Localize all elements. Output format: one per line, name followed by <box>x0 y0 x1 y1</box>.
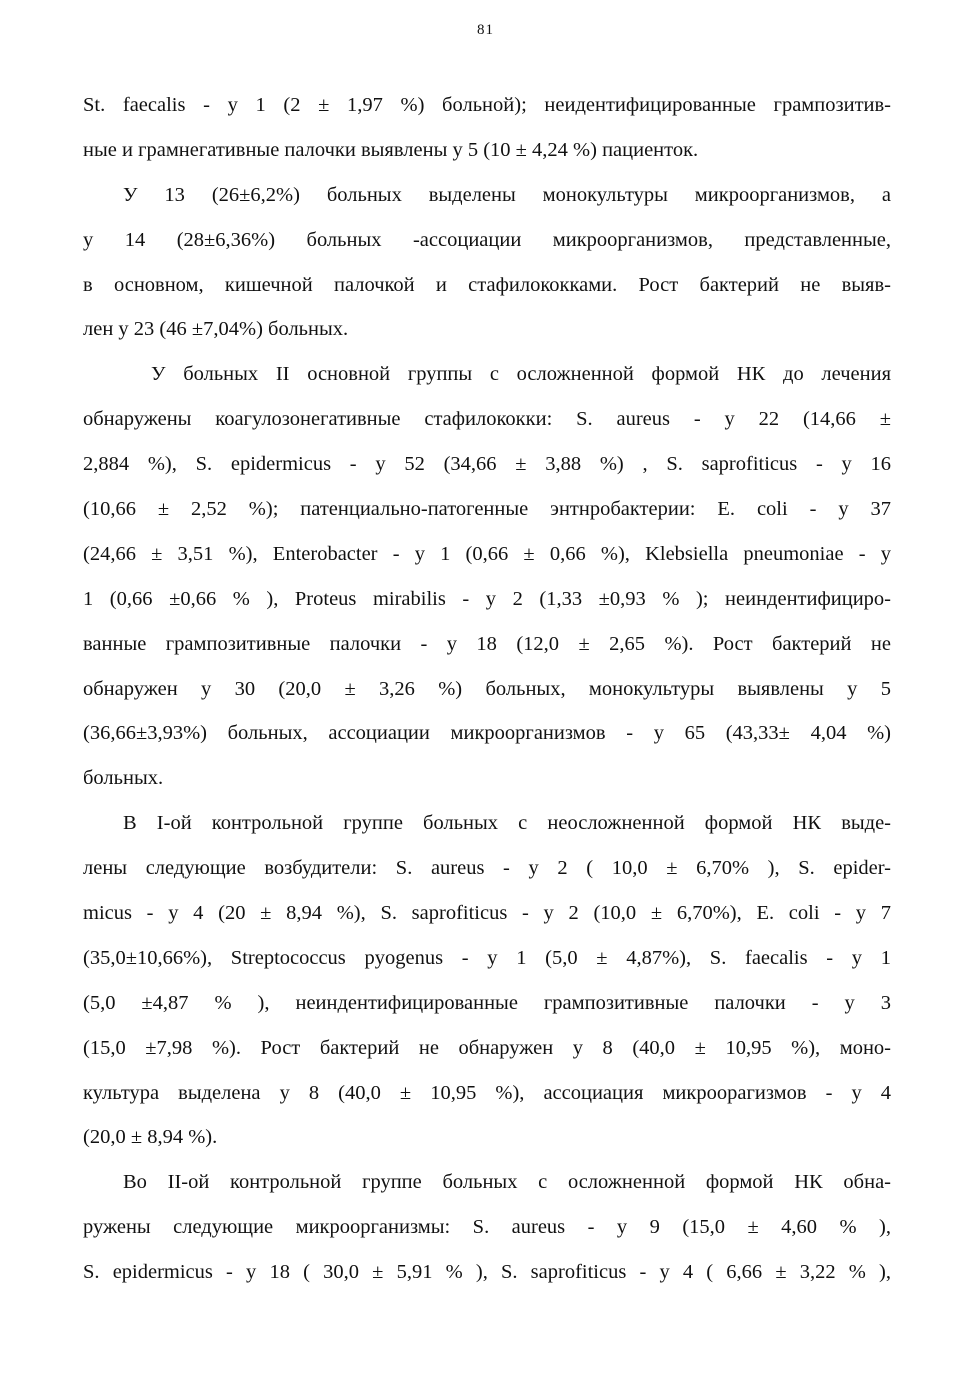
text-line: в основном, кишечной палочкой и стафилококками. Рост бактерий не выяв- <box>83 273 891 296</box>
text-line: У больных II основной группы с осложненной формой НК до лечения <box>151 363 891 386</box>
text-line: лены следующие возбудители: S. aureus - у 2 ( 10,0 ± 6,70% ), S. epider- <box>83 857 891 880</box>
page-number: 81 <box>477 22 494 38</box>
text-line: у 14 (28±6,36%) больных -ассоциации микроорганизмов, представленные, <box>83 228 891 251</box>
text-line: больных. <box>83 767 164 790</box>
body-text <box>83 83 891 1295</box>
text-line: (15,0 ±7,98 %). Рост бактерий не обнаружен у 8 (40,0 ± 10,95 %), моно- <box>83 1036 891 1059</box>
text-line: У 13 (26±6,2%) больных выделены монокультуры микроорганизмов, а <box>123 183 891 206</box>
text-line: обнаружен у 30 (20,0 ± 3,26 %) больных, монокультуры выявлены у 5 <box>83 677 891 700</box>
text-line: 2,884 %), S. epidermicus - у 52 (34,66 ± 3,88 %) , S. saprofiticus - у 16 <box>83 453 891 476</box>
text-line: (10,66 ± 2,52 %); патенциально-патогенные энтнробактерии: E. coli - у 37 <box>83 498 891 521</box>
text-line: (20,0 ± 8,94 %). <box>83 1126 218 1149</box>
text-line: (24,66 ± 3,51 %), Enterobacter - у 1 (0,66 ± 0,66 %), Klebsiella pneumoniae - у <box>83 542 891 565</box>
text-line: ванные грампозитивные палочки - у 18 (12,0 ± 2,65 %). Рост бактерий не <box>83 632 891 655</box>
text-line: обнаружены коагулозонегативные стафилококки: S. aureus - у 22 (14,66 ± <box>83 408 891 431</box>
text-line: лен у 23 (46 ±7,04%) больных. <box>83 318 349 341</box>
text-line: 1 (0,66 ±0,66 % ), Proteus mirabilis - у 2 (1,33 ±0,93 % ); неиндентифициро- <box>83 587 891 610</box>
text-line: культура выделена у 8 (40,0 ± 10,95 %), ассоциация микроорагизмов - у 4 <box>83 1081 891 1104</box>
text-line: (35,0±10,66%), Streptococcus pyogenus - у 1 (5,0 ± 4,87%), S. faecalis - у 1 <box>83 946 891 969</box>
text-line: ружены следующие микроорганизмы: S. aureus - у 9 (15,0 ± 4,60 % ), <box>83 1216 891 1239</box>
text-line: S. epidermicus - у 18 ( 30,0 ± 5,91 % ), S. saprofiticus - у 4 ( 6,66 ± 3,22 % ), <box>83 1261 891 1284</box>
text-line: В I-ой контрольной группе больных с неосложненной формой НК выде- <box>123 812 891 835</box>
text-line: ные и грамнегативные палочки выявлены у 5 (10 ± 4,24 %) пациенток. <box>83 138 699 161</box>
text-line: (36,66±3,93%) больных, ассоциации микроорганизмов - у 65 (43,33± 4,04 %) <box>83 722 891 745</box>
text-line: micus - у 4 (20 ± 8,94 %), S. saprofiticus - у 2 (10,0 ± 6,70%), E. coli - у 7 <box>83 902 891 925</box>
text-line: St. faecalis - у 1 (2 ± 1,97 %) больной); неидентифицированные грампозитив- <box>83 94 891 116</box>
text-line: Во II-ой контрольной группе больных с осложненной формой НК обна- <box>123 1171 891 1194</box>
text-line: (5,0 ±4,87 % ), неиндентифицированные грампозитивные палочки - у 3 <box>83 991 891 1014</box>
